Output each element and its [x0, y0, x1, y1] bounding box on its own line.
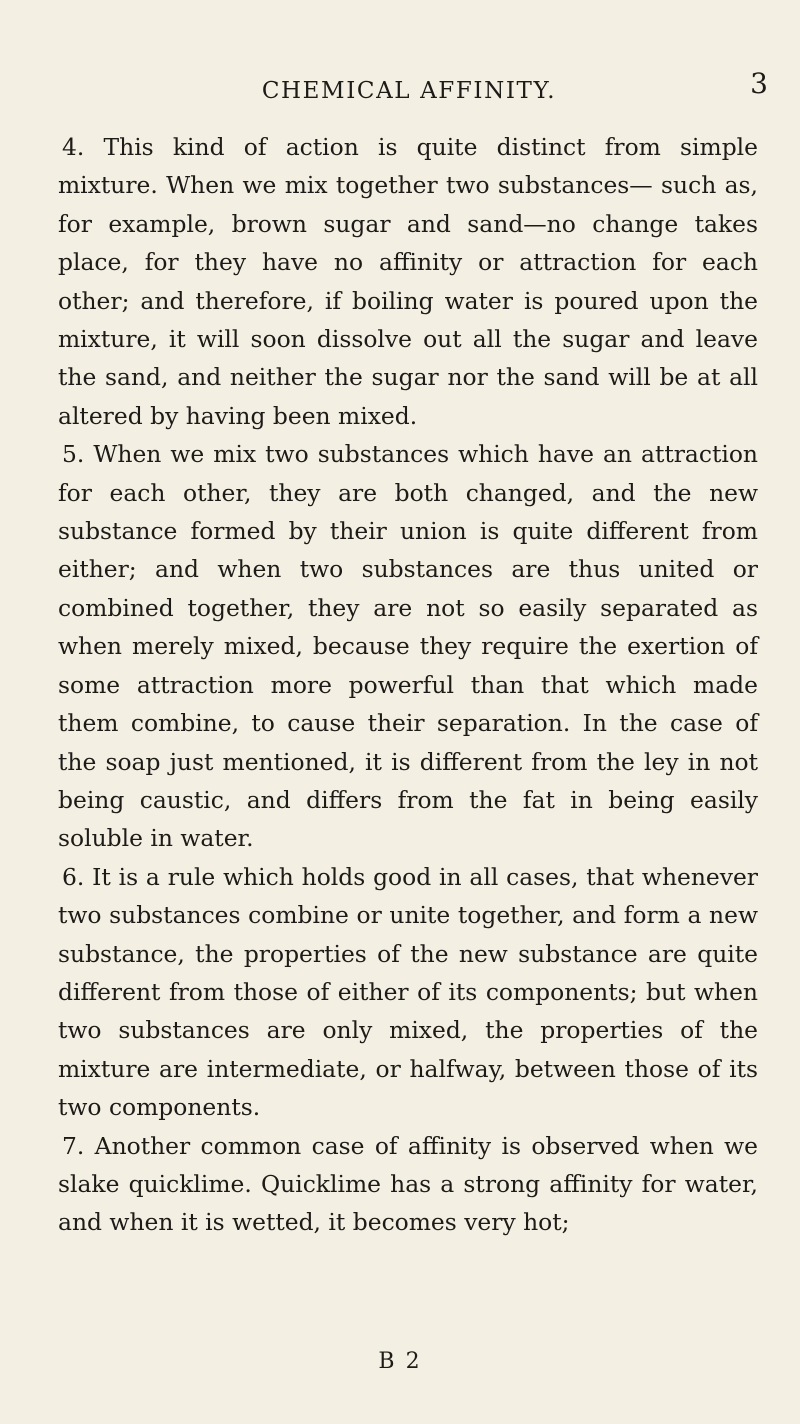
- paragraph-number: 4.: [62, 133, 85, 161]
- paragraph-6: [58, 858, 758, 1127]
- paragraph-5: [58, 435, 758, 857]
- paragraph-text: It is a rule which holds good in all cases, that whenever two substances combine or unite together, and form a new substance, the properties of the new substance are quite different from those of either of its components; but when two substances are only mixed, the properties of the mixture are intermediate, or halfway, between those of its two components.: [58, 862, 758, 1122]
- paragraph-text: When we mix two substances which have an attraction for each other, they are both changed, and the new substance formed by their union is quite different from either; and when two substances are thus united or combined together, they are not so easily separated as when merely mixed, because they require the exertion of some attraction more powerful than that which made them combine, to cause their separation. In the case of the soap just mentioned, it is different from the ley in not being caustic, and differs from the fat in being easily soluble in water.: [58, 440, 758, 853]
- body-text: [58, 128, 758, 1242]
- signature-mark: B 2: [378, 1349, 422, 1374]
- paragraph-7: [58, 1127, 758, 1242]
- paragraph-text: Another common case of affinity is observed when we slake quicklime. Quicklime has a strong affinity for water, and when it is wetted, it becomes very hot;: [58, 1131, 758, 1237]
- paragraph-number: 5.: [62, 440, 85, 469]
- page-number: 3: [750, 67, 768, 100]
- paragraph-text: This kind of action is quite distinct from simple mixture. When we mix together two substances— such as, for example, brown sugar and sand—no change takes place, for they have no affinity or attraction for each other; and therefore, if boiling water is poured upon the mixture, it will soon dissolve out all the sugar and leave the sand, and neither the sugar nor the sand will be at all altered by having been mixed.: [58, 133, 758, 430]
- paragraph-4: [58, 128, 758, 435]
- paragraph-number: 6.: [62, 862, 85, 891]
- running-head: [58, 67, 768, 112]
- running-title: CHEMICAL AFFINITY.: [261, 78, 557, 104]
- paragraph-number: 7.: [62, 1131, 85, 1160]
